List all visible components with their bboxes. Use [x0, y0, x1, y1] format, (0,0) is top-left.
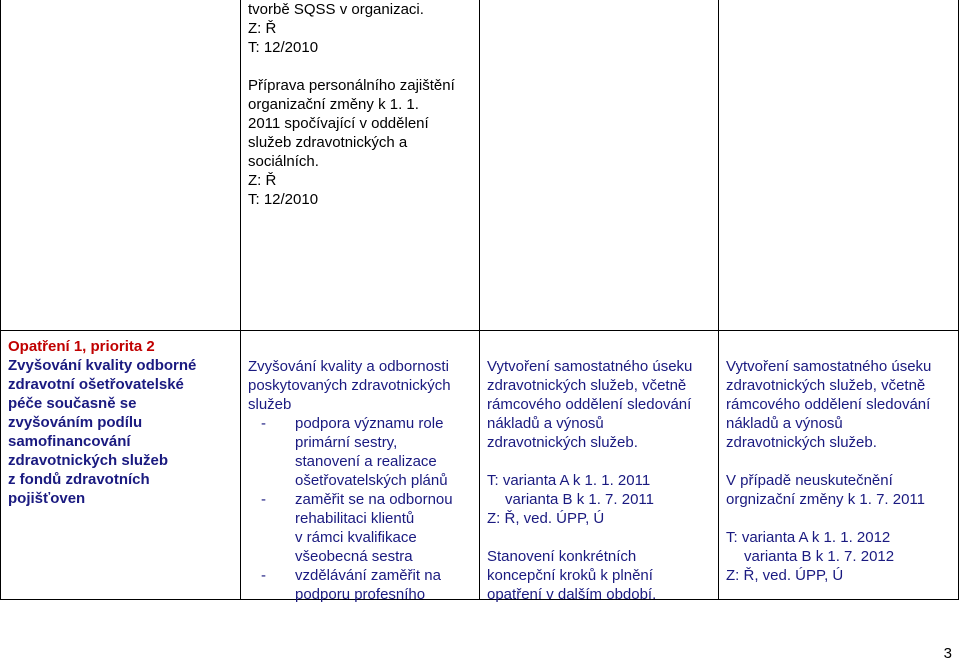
text-line: zdravotnických služeb, včetně: [726, 377, 926, 394]
text-line: Stanovení konkrétních: [487, 548, 637, 565]
blank-line: [248, 57, 476, 76]
measure-text-line: samofinancování: [8, 433, 131, 450]
text-line: zdravotnických služeb.: [726, 434, 877, 451]
text-line: sociálních.: [248, 153, 319, 170]
text-line: Vytvoření samostatného úseku: [487, 358, 693, 375]
bullet-text-line: vzdělávání zaměřit na: [295, 567, 441, 584]
bullet-text-line: stanovení a realizace: [295, 453, 437, 470]
text-line: opatření v dalším období.: [487, 586, 657, 603]
bullet-text-line: zaměřit se na odbornou: [295, 491, 453, 508]
text-line: zdravotnických služeb.: [487, 434, 638, 451]
goal-bullet-item: [248, 490, 476, 566]
measure-heading: Opatření 1, priorita 2: [8, 338, 155, 355]
text-line: varianta B k 1. 7. 2011: [505, 491, 654, 508]
row-divider: [0, 330, 959, 331]
text-line: koncepční kroků k plnění: [487, 567, 653, 584]
text-line: T: 12/2010: [248, 191, 319, 208]
activity-cell: [487, 357, 715, 604]
goal-intro-line: Zvyšování kvality a odbornosti: [248, 358, 449, 375]
activity-cell-next-period: [726, 357, 954, 585]
measure-text-line: z fondů zdravotních: [8, 471, 150, 488]
goal-bullet-item: [248, 566, 476, 604]
top-row-text-cell: [248, 0, 476, 209]
text-line: Z: Ř, ved. ÚPP, Ú: [726, 567, 844, 584]
goal-intro-line: služeb: [248, 396, 292, 413]
text-line: Z: Ř: [248, 172, 277, 189]
blank-line: [726, 452, 954, 471]
text-line: varianta B k 1. 7. 2012: [744, 548, 895, 565]
text-line: rámcového oddělení sledování: [487, 396, 692, 413]
goal-cell: [248, 357, 476, 604]
text-line: Z: Ř: [248, 20, 277, 37]
measure-text-line: zdravotnických služeb: [8, 452, 169, 469]
column-divider: [718, 0, 719, 600]
measure-cell: [8, 337, 236, 508]
text-line: T: varianta A k 1. 1. 2012: [726, 529, 891, 546]
bullet-text-line: všeobecná sestra: [295, 548, 413, 565]
bullet-text-line: podporu profesního: [295, 586, 426, 603]
text-line: Z: Ř, ved. ÚPP, Ú: [487, 510, 605, 527]
text-line: rámcového oddělení sledování: [726, 396, 931, 413]
text-line: 2011 spočívající v oddělení: [248, 115, 429, 132]
bullet-text-line: podpora významu role: [295, 415, 444, 432]
blank-line: [487, 528, 715, 547]
measure-text-line: pojišťoven: [8, 490, 86, 507]
text-line: nákladů a výnosů: [487, 415, 604, 432]
measure-text-line: zdravotní ošetřovatelské: [8, 376, 184, 393]
text-line: T: 12/2010: [248, 39, 319, 56]
text-line: zdravotnických služeb, včetně: [487, 377, 687, 394]
measure-text-line: zvyšováním podílu: [8, 414, 143, 431]
goal-intro-line: poskytovaných zdravotnických: [248, 377, 451, 394]
text-line: organizační změny k 1. 1.: [248, 96, 419, 113]
page-number: 3: [943, 645, 952, 662]
column-divider: [479, 0, 480, 600]
blank-line: [726, 509, 954, 528]
blank-line: [487, 452, 715, 471]
dash-bullet-marker: -: [261, 491, 266, 508]
text-line: T: varianta A k 1. 1. 2011: [487, 472, 651, 489]
dash-bullet-marker: -: [261, 415, 266, 432]
goal-bullet-item: [248, 414, 476, 490]
measure-text-line: Zvyšování kvality odborné: [8, 357, 197, 374]
text-line: orgnizační změny k 1. 7. 2011: [726, 491, 925, 508]
text-line: Příprava personálního zajištění: [248, 77, 455, 94]
text-line: nákladů a výnosů: [726, 415, 843, 432]
bullet-text-line: ošetřovatelských plánů: [295, 472, 448, 489]
table-border-bottom: [0, 599, 959, 600]
text-line: tvorbě SQSS v organizaci.: [248, 1, 424, 18]
bullet-text-line: rehabilitaci klientů: [295, 510, 415, 527]
table-border-right: [958, 0, 959, 600]
table-border-left: [0, 0, 1, 600]
text-line: služeb zdravotnických a: [248, 134, 408, 151]
goal-bullet-list: [248, 414, 476, 604]
bullet-text-line: primární sestry,: [295, 434, 398, 451]
bullet-text-line: v rámci kvalifikace: [295, 529, 417, 546]
column-divider: [240, 0, 241, 600]
measure-text-line: péče současně se: [8, 395, 137, 412]
dash-bullet-marker: -: [261, 567, 266, 584]
text-line: V případě neuskutečnění: [726, 472, 893, 489]
text-line: Vytvoření samostatného úseku: [726, 358, 932, 375]
